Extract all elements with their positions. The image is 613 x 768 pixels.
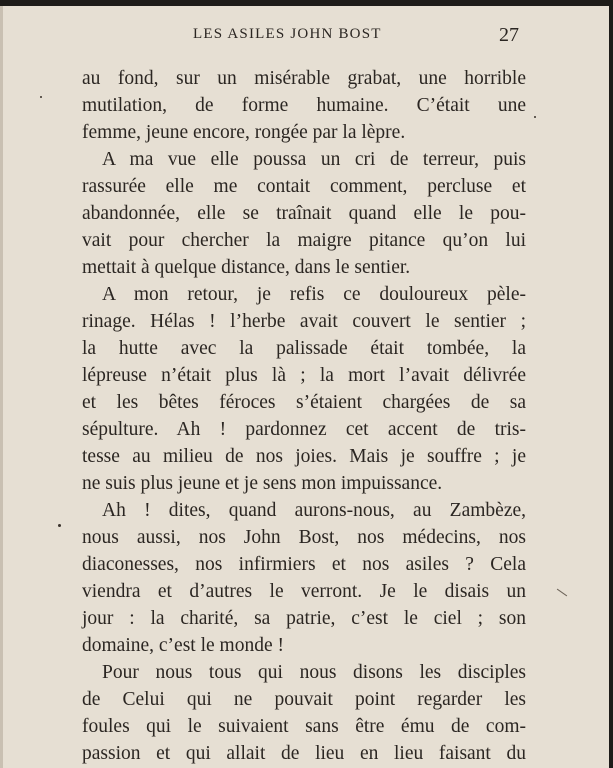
text-line: foules qui le suivaient sans être ému de com- — [82, 716, 526, 737]
text-line: passion et qui allait de lieu en lieu faisant du — [82, 743, 526, 764]
paper-speck — [534, 116, 536, 118]
text-line: mettait à quelque distance, dans le sentier. — [82, 257, 411, 278]
text-line: A mon retour, je refis ce douloureux pèle- — [102, 284, 526, 305]
running-title: LES ASILES JOHN BOST — [193, 26, 382, 42]
text-line: Pour nous tous qui nous disons les disciples — [102, 662, 526, 683]
text-line: mutilation, de forme humaine. C’était une — [82, 95, 526, 116]
body-text — [82, 65, 526, 767]
text-line: et les bêtes féroces s’étaient chargées de sa — [82, 392, 526, 413]
text-line: viendra et d’autres le verront. Je le disais un — [82, 581, 526, 602]
text-line: Ah ! dites, quand aurons-nous, au Zambèze, — [102, 500, 526, 521]
text-line: rassurée elle me contait comment, percluse et — [82, 176, 526, 197]
text-line: lépreuse n’était plus là ; la mort l’avait délivrée — [82, 365, 526, 386]
page-header — [0, 24, 609, 46]
book-page — [0, 6, 609, 768]
text-line: femme, jeune encore, rongée par la lèpre. — [82, 122, 406, 143]
text-line: sépulture. Ah ! pardonnez cet accent de tris- — [82, 419, 526, 440]
page-edge — [0, 6, 3, 768]
text-line: tesse au milieu de nos joies. Mais je souffre ; je — [82, 446, 526, 467]
paper-speck — [40, 96, 42, 98]
text-line: domaine, c’est le monde ! — [82, 635, 284, 656]
text-line: la hutte avec la palissade était tombée, la — [82, 338, 526, 359]
text-line: de Celui qui ne pouvait point regarder les — [82, 689, 526, 710]
paper-scratch — [557, 589, 567, 597]
text-line: au fond, sur un misérable grabat, une horrible — [82, 68, 526, 89]
text-line: vait pour chercher la maigre pitance qu’on lui — [82, 230, 526, 251]
paper-speck — [58, 524, 61, 527]
text-line: diaconesses, nos infirmiers et nos asiles ? Cela — [82, 554, 526, 575]
text-line: ne suis plus jeune et je sens mon impuissance. — [82, 473, 443, 494]
text-line: nous aussi, nos John Bost, nos médecins, nos — [82, 527, 526, 548]
page-number: 27 — [499, 24, 519, 46]
text-line: abandonnée, elle se traînait quand elle le pou- — [82, 203, 526, 224]
text-line: A ma vue elle poussa un cri de terreur, puis — [102, 149, 526, 170]
text-line: jour : la charité, sa patrie, c’est le ciel ; son — [82, 608, 526, 629]
text-line: rinage. Hélas ! l’herbe avait couvert le sentier ; — [82, 311, 526, 332]
